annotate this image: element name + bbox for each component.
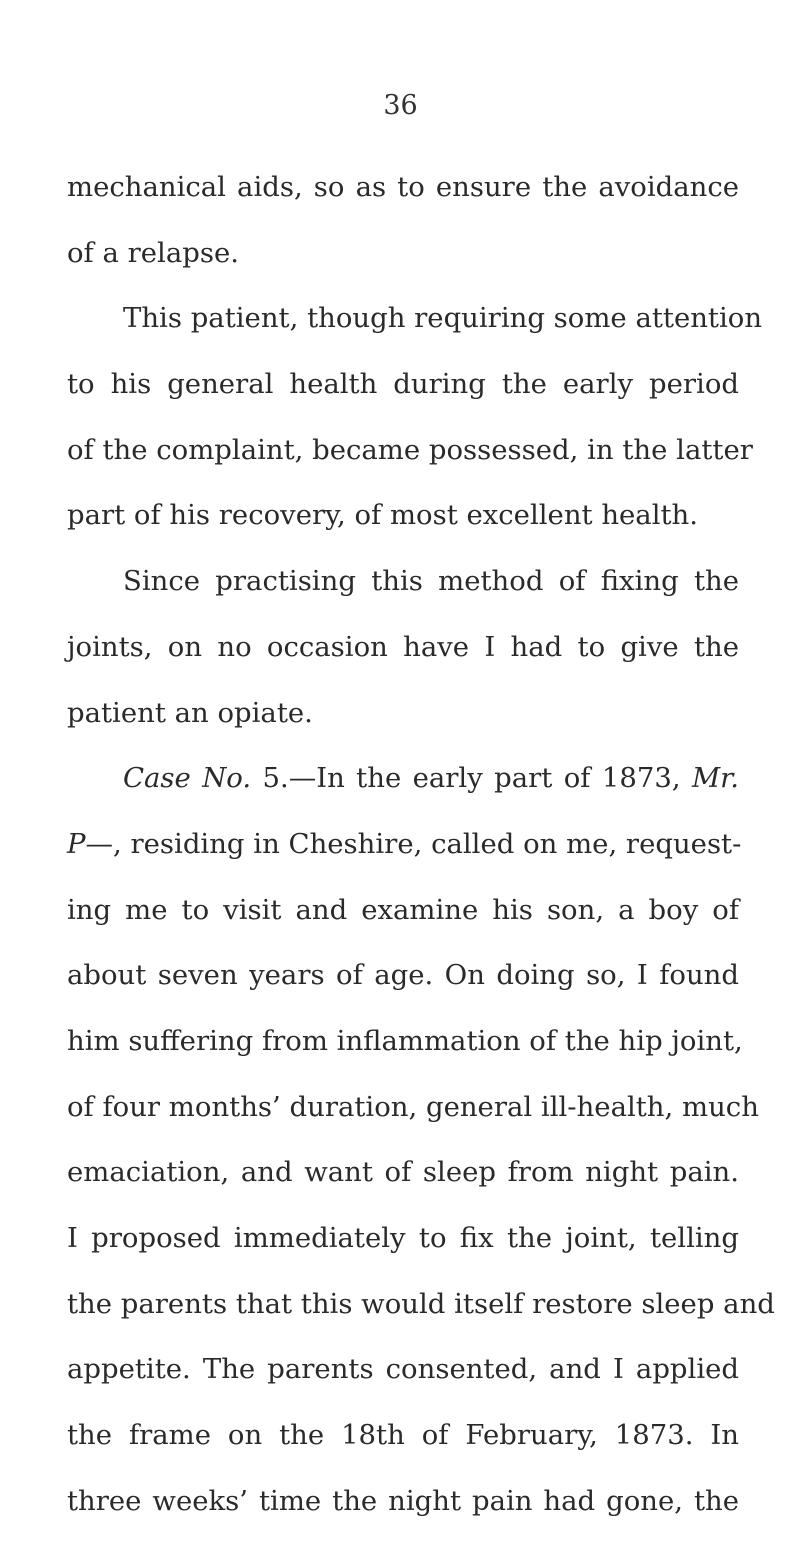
text-line-rest: —, residing in Cheshire, called on me, request- (85, 827, 742, 860)
text-line: about seven years of age. On doing so, I found (67, 959, 739, 992)
text-line: of four months’ duration, general ill-health, much (67, 1090, 759, 1123)
body-text (67, 169, 775, 1548)
text-line: the parents that this would itself restore sleep and (67, 1287, 775, 1320)
text-line: him suffering from inflammation of the hip joint, (67, 1024, 743, 1057)
text-line: three weeks’ time the night pain had gone, the (67, 1484, 739, 1517)
text-line: patient an opiate. (67, 696, 313, 729)
text-line: mechanical aids, so as to ensure the avoidance (67, 171, 739, 203)
paragraph-start-line: Since practising this method of fixing the (123, 565, 739, 598)
text-line: part of his recovery, of most excellent health. (67, 499, 698, 532)
text-line: ing me to visit and examine his son, a boy of (67, 893, 739, 926)
text-line: of a relapse. (67, 236, 239, 269)
patient-initial: P (67, 827, 86, 860)
page-number: 36 (383, 90, 418, 121)
text-line: emaciation, and want of sleep from night pain. (67, 1156, 739, 1189)
text-line: joints, on no occasion have I had to give the (67, 630, 739, 663)
text-line: to his general health during the early period (67, 368, 739, 401)
case-label: Case No. (123, 762, 252, 795)
case-heading-line (67, 760, 739, 826)
case-text: 5.—In the early part of 1873, (251, 762, 681, 795)
text-line (67, 826, 742, 892)
text-line: the frame on the 18th of February, 1873. In (67, 1419, 739, 1452)
text-line: I proposed immediately to fix the joint, telling (67, 1222, 739, 1254)
text-line: appetite. The parents consented, and I applied (67, 1353, 739, 1386)
paragraph-start-line: This patient, though requiring some attention (123, 302, 763, 335)
patient-title: Mr. (691, 762, 739, 795)
text-line: of the complaint, became possessed, in the latter (67, 433, 753, 466)
